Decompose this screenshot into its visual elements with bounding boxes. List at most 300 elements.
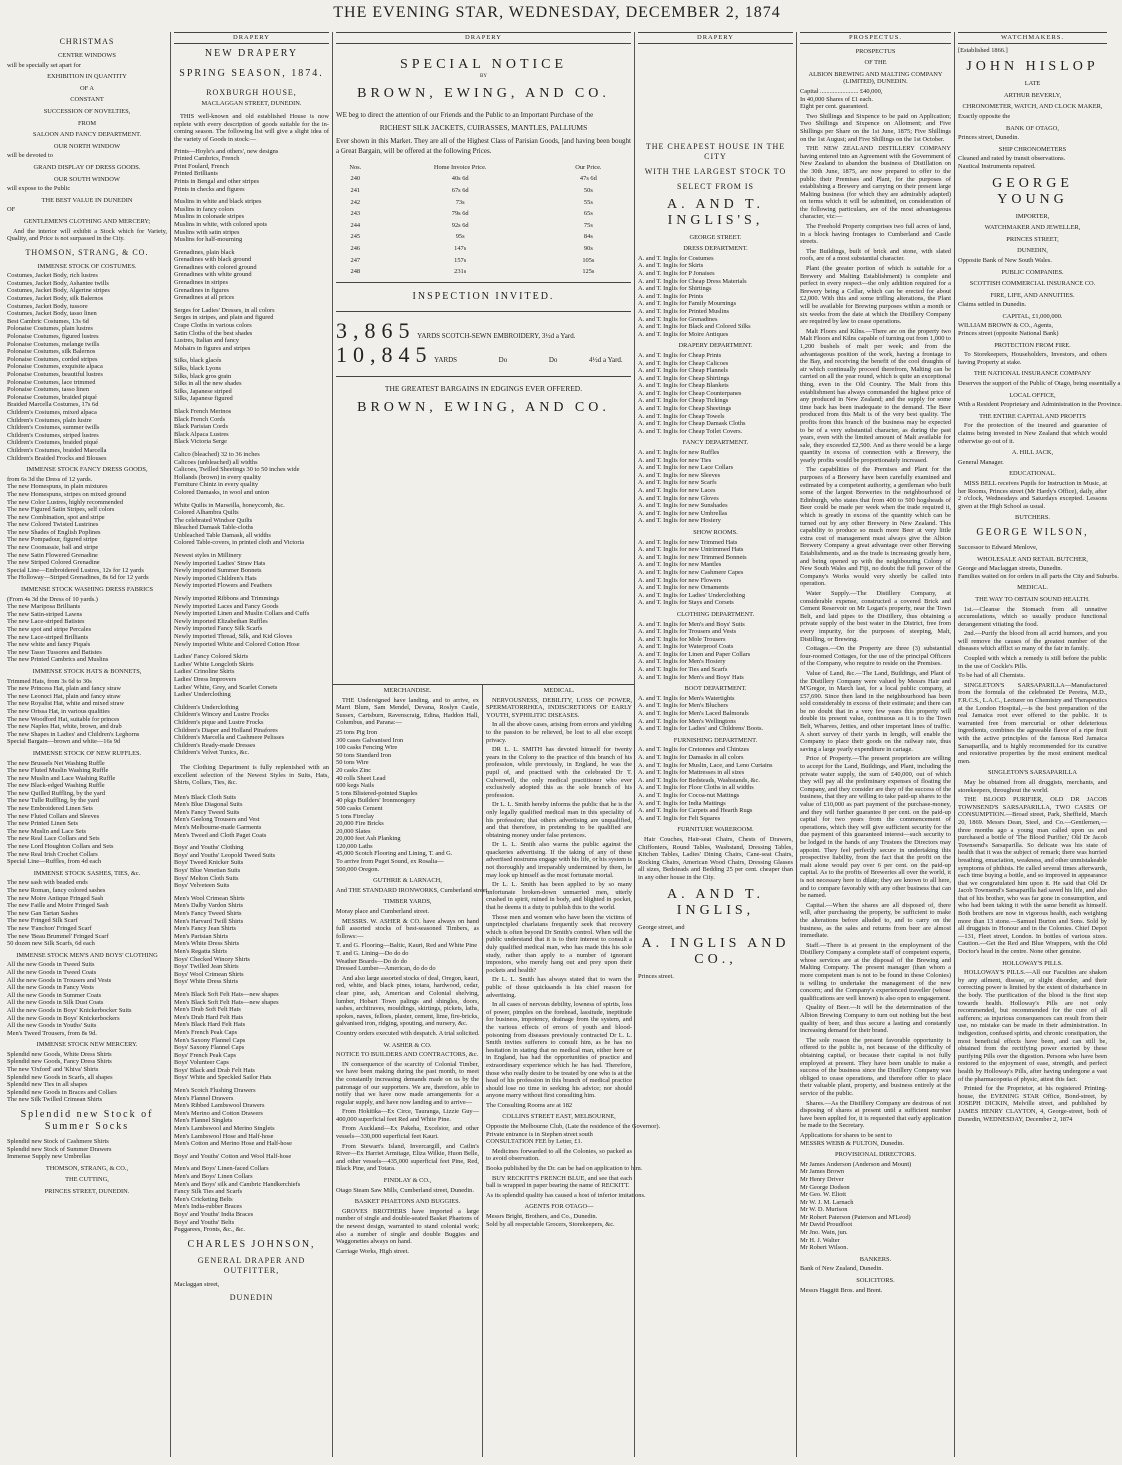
list-line: Nautical Instruments repaired. — [958, 162, 1036, 170]
list-line: Crape Cloths in various colors — [174, 322, 252, 330]
table-row — [336, 185, 631, 197]
list-line: Children's Costumes, mixed alpaca — [7, 408, 97, 416]
price-table — [336, 162, 631, 278]
paragraph: Printed for the Proprietor, at his registered Printing-house, the EVENING STAR Office, Bond-street, by JOSEPH DICKIN, Melville street, and published by JAMES HENRY CLAYTON, 4, George-street, both of Dunedin, WEDNESDAY, December 2, 1874 — [958, 1085, 1107, 1123]
list-line: OF — [7, 206, 16, 214]
table-row — [336, 255, 631, 267]
list-line: Mr James Brown — [800, 1168, 845, 1176]
section-heading: LATE — [1024, 80, 1041, 88]
list-line: Boys' Tweed Knicker Suits — [174, 859, 244, 867]
list-line: Children's Ready-made Dresses — [174, 741, 256, 749]
list-line: Polonaise Costumes, lace trimmed — [7, 378, 96, 386]
table-cell: 65s — [583, 210, 593, 218]
table-row — [336, 220, 631, 232]
list-line: will expose to the Public — [7, 185, 71, 193]
list-line: The new Pompadour, figured stripe — [7, 536, 98, 544]
list-line: A. and T. Inglis for Cheap Calicoes — [638, 359, 729, 367]
list-line: The new Printed Cambrics and Muslins — [7, 656, 109, 664]
section-heading: GUTHRIE & LARNACH, — [373, 877, 442, 885]
list-line: Ladies' White, Grey, and Scarlet Corsets — [174, 683, 278, 691]
list-line: The new 'Beau Brummel' Fringed Scarf — [7, 932, 109, 940]
list-line: Opposite the Melbourne Club, (Late the residence of the Governor). — [486, 1123, 661, 1131]
list-line: Men's Ribbed Lambswool Drawers — [174, 1102, 265, 1110]
list-line: 300 cases Galvanised Iron — [336, 736, 404, 744]
list-line: A. and T. Inglis for Family Mournings — [638, 300, 737, 308]
table-cell: 73s — [455, 198, 465, 206]
display-heading: SELECT FROM IS — [677, 181, 754, 191]
list-line: Ladies' Crinoline Skirts — [174, 668, 235, 676]
season-title: SPRING SEASON, 1874. — [179, 67, 324, 79]
paragraph: The capabilities of the Premises and Plant for the purposes of a Brewery have been carefully examined and estimated by a competent authority, a gentleman who built some of the largest Breweries in the neighbourhood of Edinburgh, who states that from 400 to 500 hogsheads of Beer could be made per week when the trade required it, which is greatly in excess of the quantity which can be turned out by any other Brewery in New Zealand. This capability to produce so much more Beer at very little extra cost of management must always give the Albion Brewery Company a great advantage over other Brewing Establishments, and as the trade is increasing greatly here, and being opened up with the neighbouring Colony of New South Wales and Fiji, no doubt the full power of the Company's Works would very shortly be called into operation. — [800, 466, 951, 588]
list-line: White Quilts in Marseilla, honeycomb, &c. — [174, 501, 285, 509]
display-heading: GENERAL DRAPER AND OUTFITTER, — [197, 1255, 306, 1275]
list-line: The new Figured Satin Stripes, self colors — [7, 506, 115, 514]
ditto-1: Do — [498, 355, 508, 364]
section-heading: BANKERS. — [859, 1255, 892, 1263]
section-heading: BASKET PHAETONS AND BUGGIES. — [354, 1198, 461, 1206]
table-cell: 92s 6d — [451, 221, 469, 229]
section-heading: DRAPERY DEPARTMENT. — [678, 342, 753, 350]
list-line: Costumes, Jacket Body, tussore — [7, 302, 88, 310]
firm-name-2: BROWN, EWING, AND CO. — [357, 400, 610, 416]
list-line: A. and T. Inglis for Waterproof Coats — [638, 643, 734, 651]
list-line: Men's Black Soft Felt Hats—new shapes — [174, 990, 279, 998]
list-line: [Established 1866.] — [958, 46, 1008, 54]
list-line: 600 kegs Nails — [336, 782, 374, 790]
list-line: Prints in checks and figures — [174, 185, 245, 193]
list-line: The new Orissa Hat, in various qualities — [7, 707, 110, 715]
list-line: The new Black-edged Washing Ruffle — [7, 782, 105, 790]
list-line: The new Satin-striped Lawns — [7, 610, 83, 618]
section-heading: SOLICITORS. — [856, 1277, 895, 1285]
paragraph: THE NEW ZEALAND DISTILLERY COMPANY having entered into an Agreement with the Government of New Zealand to abandon the business of Distillation on the 30th June, 1875, are now prepared to offer to the public their Premises and Plant, for the purposes of establishing a Brewery and carrying on their present large Malting business (for which they are admirably adapted) on terms which it will be submitted, on consideration of the following particulars, are of the most advantageous character, viz:— — [800, 145, 951, 221]
list-line: Children's Costumes, braided piqué — [7, 439, 98, 447]
list-line: A. and T. Inglis for new Sleeves — [638, 471, 721, 479]
list-line: 500,000 Oregon. — [336, 865, 380, 873]
list-line: The new Faille and Moire Fringed Sash — [7, 902, 109, 910]
table-cell: 84s — [583, 233, 593, 241]
paragraph: Cottages.—On the Property are three (3) substantial four-roomed Cottages, for the use of the principal Officers of the Company, who require to reside on the Premises. — [800, 645, 951, 668]
list-line: Messrs Haggitt Bros. and Brent. — [800, 1286, 883, 1294]
paragraph: In all the above cases, arising from errors and yielding to the passion to be relieved, be lost to all else except privacy. — [486, 721, 632, 744]
list-line: A. and T. Inglis for Grenadines — [638, 315, 718, 323]
list-line: Children's Costumes, braided Marcella — [7, 446, 107, 454]
notice-by: BY — [480, 73, 487, 79]
list-line: A. and T. Inglis for Mattresses in all sizes — [638, 769, 745, 777]
paragraph: The Clothing Department is fully replenished with an excellent selection of the Newest Styles in Suits, Hats, Shirts, Collars, Ties, &c. — [174, 763, 329, 787]
list-line: The new Woodford Hat, suitable for princes — [7, 715, 120, 723]
list-line: Newest styles in Millinery — [174, 552, 242, 560]
list-line: Black French Merinos — [174, 407, 232, 415]
paragraph: SINGLETON'S SARSAPARILLA—Manufactured from the formula of the celebrated Dr Pereira, M.D., F.R.C.S., L.A.C., Lecturer on Chemistry and Therapeutics at the London Hospital,—is the best preparation of the real Jamaica root ever offered to the public. It is warranted free from mercurial or other deleterious ingredients, combines the agreeable flavor of a ripe fruit with the active principles of the famous Red Jamaica Sarsaparilla, and is highly recommended for its curative and restorative properties by the most eminent medical men. — [958, 681, 1107, 765]
list-line: Men's Flannel Drawers — [174, 1094, 234, 1102]
section-heading: AGENTS FOR OTAGO— — [524, 1203, 594, 1211]
list-line: Mr Jno. Wain, jun. — [800, 1229, 848, 1237]
house-address: MACLAGGAN STREET, DUNEDIN. — [201, 99, 302, 107]
list-line: Muslins in white, with colored spots — [174, 220, 268, 228]
list-line: A. and T. Inglis for new Mantles — [638, 561, 722, 569]
list-line: Serges in stripes, and plain and figured — [174, 314, 274, 322]
list-line: 50 dozen new Silk Scarfs, 6d each — [7, 940, 95, 948]
table-row — [336, 266, 631, 278]
table-cell: 157s — [454, 256, 467, 264]
display-heading: GEORGE YOUNG — [992, 175, 1073, 207]
list-line: A. and T. Inglis for new Ties — [638, 456, 712, 464]
list-line: Men's French Peak Caps — [174, 1028, 238, 1036]
paragraph: The Buildings, built of brick and stone, with slated roofs, are of a most substantial character. — [800, 247, 951, 263]
list-line: 50 tons Wire — [336, 759, 369, 767]
section-heading: LOCAL OFFICE, — [1009, 391, 1056, 399]
section-heading: OUR NORTH WINDOW — [53, 142, 121, 150]
table-cell: 241 — [350, 186, 361, 194]
list-line: Furniture Chintz in every quality — [174, 481, 259, 489]
table-cell: 243 — [350, 210, 361, 218]
list-line: 20 casks Zinc — [336, 766, 372, 774]
list-line: Mr Robert Wilson. — [800, 1244, 849, 1252]
section-heading: COLLINS STREET EAST, MELBOURNE, — [502, 1113, 616, 1121]
list-line: The celebrated Windsor Quilts — [174, 516, 253, 524]
list-line: A. and T. Inglis for Cheap Prints — [638, 351, 722, 359]
list-line: Men's Scotch Flushing Drawers — [174, 1087, 256, 1095]
list-line: A. and T. Inglis for Men's Wellingtons — [638, 717, 736, 725]
paragraph: Capital.—When the shares are all disposed of, there will, after purchasing the property, be sufficient to make the alterations before alluded to, and to carry on the business, as the sales and returns from beer are almost immediate. — [800, 901, 951, 940]
paragraph: MESSRS. W. ASHER & CO. have always on hand full assorted stocks of best-seasoned Timbers, as follows:— — [336, 917, 479, 940]
list-line: Men's Cotton and Merino Hose and Half-hose — [174, 1140, 292, 1148]
list-line: The new Fluted Muslin Washing Ruffle — [7, 767, 109, 775]
list-line: Country orders executed with despatch. A trial solicited. — [336, 1029, 480, 1037]
table-cell: 247 — [350, 256, 361, 264]
list-line: The new Lord Houghton Collars and Sets — [7, 843, 114, 851]
list-line: Messrs Bright, Brothers, and Co., Dunedin. — [486, 1213, 598, 1220]
list-line: A. and T. Inglis for Damasks in all colors — [638, 754, 744, 761]
list-line: All the new Goods in Tweed Coats — [7, 968, 97, 976]
list-line: A. and T. Inglis for new Gloves — [638, 494, 719, 502]
list-line: Printed Cambrics, French — [174, 155, 240, 163]
list-line: Grenadines at all prices — [174, 294, 235, 302]
section-heading: ARTHUR BEVERLY, — [1003, 91, 1062, 99]
list-line: Weather Boards—Do do do — [336, 957, 408, 965]
list-line: Children's pique and Lustre Frocks — [174, 718, 264, 726]
table-cell: 244 — [350, 221, 361, 229]
list-line: Men's and Boys' silk and Cambric Handkerchiefs — [174, 1180, 301, 1188]
list-line: The new Mariposa Brilliants — [7, 603, 81, 611]
list-line: Newly imported Flowers and Feathers — [174, 582, 272, 590]
list-line: A. and T. Inglis for new Scarfs — [638, 479, 717, 487]
ditto-2: Do — [548, 355, 558, 364]
list-line: A. and T. Inglis for Men's Bluchers — [638, 702, 729, 710]
list-line: Boys' and Youths' India Braces — [174, 1210, 254, 1218]
list-line: Muslins in fancy colors — [174, 205, 235, 213]
table-cell: 105s — [582, 256, 595, 264]
paragraph: Water Supply.—The Distillery Company, at considerable expense, constructed a covered Brick and Cement Reservoir on Mr Logan's property, near the Town Belt, and laid pipes to the Distillery, thus obtaining a private supply of the best water in the District, free from every impurity, for the purposes of steeping, Malt, Distilling, or Brewing. — [800, 589, 951, 643]
list-line: Boys' Melton Cloth Suits — [174, 874, 239, 882]
list-line: T. and G. Lining—Do do do — [336, 950, 409, 957]
list-line: Silks, Japanese striped — [174, 387, 232, 395]
list-line: To arrive from Puget Sound, ex Rosalia— — [336, 858, 444, 866]
paragraph: 1st.—Cleanse the Stomach from all unnative accumulations, which so usually produce functional derangement vitiating the food. — [958, 605, 1107, 628]
list-line: A. and T. Inglis for new Laces — [638, 487, 716, 494]
list-line: Splendid new Goods in Braces and Collars — [7, 1088, 117, 1096]
list-line: Men's Regatta Shirts — [174, 947, 227, 955]
list-line: Serges for Ladies' Dresses, in all colors — [174, 306, 275, 314]
list-line: Men's Black Hard Felt Hats — [174, 1021, 246, 1029]
list-line: Boys' White Dress Shirts — [174, 978, 239, 986]
list-line: Black Victoria Serge — [174, 438, 227, 446]
list-line: Deserves the support of the Public of Otago, being essentially a — [958, 380, 1121, 388]
list-line: Mr W. D. Murison — [800, 1206, 848, 1214]
paragraph: Two Shillings and Sixpence to be paid on Application; Two Shillings and Sixpence on Allotment; and Five Shillings per Share on the 1st June, 1875; Five Shillings on the 1st August; and Five Shillings on the 1st October. — [800, 112, 951, 143]
display-heading: GEORGE WILSON, — [976, 526, 1089, 538]
section-heading: BUTCHERS. — [1015, 514, 1050, 522]
list-line: Polonaise Costumes, tasso linen — [7, 386, 90, 394]
list-line: The new Fringed Silk Scarf — [7, 917, 78, 925]
list-line: A. and T. Inglis for Men's and Boys' Suits — [638, 620, 745, 628]
list-line: Costumes, Jacket Body, tasso linen — [7, 310, 97, 318]
list-line: Mr David Proudfoot — [800, 1221, 853, 1229]
list-line: Men's Melbourne-made Garments — [174, 824, 262, 832]
list-line: Cleaned and rated by transit observations. — [958, 155, 1066, 163]
list-line: Colored Damasks, in wool and union — [174, 488, 270, 496]
list-line: The new Striped Colored Grenadine — [7, 559, 100, 567]
list-line: Newly imported Fancy Silk Scarfs — [174, 625, 263, 633]
list-line: Children's Costumes, summer twills — [7, 424, 100, 432]
table-cell: 147s — [454, 244, 467, 252]
table-cell: 55s — [583, 198, 593, 206]
column-4-inglis — [634, 32, 796, 1457]
list-line: Polonaise Costumes, braided piqué — [7, 393, 97, 401]
table-cell: 242 — [350, 198, 361, 206]
house-name: ROXBURGH HOUSE, — [206, 87, 297, 97]
list-line: A. and T. Inglis for Cheap Tickings — [638, 397, 729, 405]
list-line: A. and T. Inglis for Men's Watertights — [638, 694, 735, 702]
list-line: The new Printed Linen Sets — [7, 820, 78, 828]
section-heading: DUNEDIN, — [1017, 247, 1048, 255]
list-line: Best Cambric Costumes, 13s 6d — [7, 317, 89, 325]
list-line: A. and T. Inglis for Moire Antiques — [638, 330, 729, 338]
merchandise-column — [333, 685, 489, 1457]
list-line: Men's and Boys' Linen-faced Collars — [174, 1165, 269, 1173]
table-cell: 75s — [583, 221, 593, 229]
list-line: As its splendid quality has caused a host of inferior imitations. — [486, 1191, 646, 1199]
list-line: Grenadines with black ground — [174, 256, 252, 264]
column-header: DRAPERY — [174, 32, 329, 44]
table-row — [336, 197, 631, 209]
display-heading: CHARLES JOHNSON, — [187, 1238, 316, 1250]
list-line: A. and T. Inglis for Cheap Damask Cloths — [638, 420, 746, 428]
list-line: The new Royalist Hat, white and mixed straw — [7, 700, 125, 708]
list-line: Mr James Anderson (Anderson and Mount) — [800, 1160, 912, 1168]
list-line: A. and T. Inglis for new Sunshades — [638, 502, 728, 510]
list-line: Polonaise Costumes, beautiful lustres — [7, 371, 103, 378]
list-line: A. and T. Inglis for Prints — [638, 292, 704, 300]
list-line: Mr Henry Driver — [800, 1175, 844, 1183]
display-heading: DUNEDIN — [229, 1293, 274, 1303]
paragraph: 2nd.—Purify the blood from all acrid humors, and you will remove the causes of the greatest number of the diseases which afflict so many of the fair in family. — [958, 630, 1107, 653]
list-line: All the new Goods in Trousers and Vests — [7, 976, 112, 984]
list-line: Polonaise Costumes, silk Balernos — [7, 348, 96, 356]
list-line: Ladies' White Longcloth Skirts — [174, 660, 254, 668]
list-line: Men's Lambswool and Merino Singlets — [174, 1125, 275, 1133]
list-line: A. and T. Inglis for P Jonaises — [638, 269, 715, 277]
list-line: Maclaggan street, — [174, 1280, 220, 1288]
paragraph: BUY RECKITT'S FRENCH BLUE, and see that each ball is wrapped in paper bearing the name of RECKITT. — [486, 1174, 632, 1190]
list-line: All the new Goods in Summer Coats — [7, 991, 102, 999]
list-line: Polonaise Costumes, plain lustres — [7, 325, 93, 333]
section-heading: FIRE, LIFE, AND ANNUITIES. — [990, 291, 1075, 299]
list-line: Private entrance is in Stephen street south — [486, 1130, 593, 1138]
list-line: A. and T. Inglis for Carpets and Hearth Rugs — [638, 807, 753, 815]
list-line: A. and T. Inglis for new Flowers — [638, 576, 722, 584]
list-line: Special Bargain—brown and white—16s 9d — [7, 738, 121, 746]
section-heading: OF THE — [864, 59, 887, 67]
list-line: Men's Flannel Singlets — [174, 1117, 233, 1125]
list-line: Grenadines in stripes — [174, 279, 228, 287]
list-line: Men's India-rubber Braces — [174, 1203, 242, 1211]
section-heading: FROM — [77, 119, 97, 127]
table-cell: 67s 6d — [451, 186, 469, 194]
embroidery-offer-1 — [336, 317, 631, 343]
list-line: Children's Diaper and Holland Pinafores — [174, 726, 278, 734]
notice-goods: RICHEST SILK JACKETS, CUIRASSES, MANTLES, PALLIUMS — [379, 123, 588, 133]
masthead: THE EVENING STAR, WEDNESDAY, DECEMBER 2, 1874 — [333, 4, 781, 21]
list-line: Newly imported Ribbons and Trimmings — [174, 595, 280, 603]
paragraph: Dr L. L. Smith hereby informs the public that he is the only legally qualified medical man in this speciality of his profession; that others advertising are unqualified, and that therefore, in pretending to be qualified are obtaining money under false pretences. — [486, 801, 632, 839]
list-line: All the new Goods in Boys' Knickerbocker Suits — [7, 1006, 132, 1014]
list-line: Claims settled in Dunedin. — [958, 301, 1027, 309]
section-heading: CONSTANT — [70, 96, 104, 104]
list-line: A. and T. Inglis for Ladies' and Childrens' Boots. — [638, 725, 764, 733]
list-line: The new Leonoci Hat, plain and fancy straw — [7, 692, 121, 700]
list-line: A. and T. Inglis for Cheap Toilet Covers. — [638, 427, 743, 435]
list-line: 5 tons Blistered-pointed Staples — [336, 789, 418, 797]
paragraph: The sole reason the present favorable opportunity is offered to the public is, not because of the difficulty of obtaining capital, or because their capital is not fully employed at present. They have been unable to make a success of the business since the Distillery Company was obliged to cease operations, and therefore offer to place their valuable plant, property, and business entirely at the service of the public. — [800, 1036, 951, 1097]
section-heading: EXHIBITION IN QUANTITY — [47, 73, 127, 81]
paragraph: THE Undersigned have landing, and to arrive, ex Marri Blum, Sam Mendel, Devana, Roslyn Castle, Sussex, Cartsburn, Ravenscraig, Edina, Haddon Hall, Columbus, and Parana:— — [336, 696, 479, 727]
list-line: All the new Goods in Tweed Suits — [7, 961, 95, 969]
table-cell: 95s — [455, 233, 465, 241]
list-line: Costumes, Jacket Body, Algerine stripes — [7, 287, 110, 295]
list-line: Men's Tweed and Cloth Paget Coats — [174, 831, 267, 839]
list-line: Boys' and Youths' Cotton and Wool Half-hose — [174, 1152, 292, 1160]
list-line: A. and T. Inglis for new Ornaments — [638, 584, 729, 592]
paragraph: Those men and women who have been the victims of unprincipled charlatans frequently seek that recovery which is often beyond Dr Smith's control. When will the public understand that it is to their interest to consult a duly qualified medical man, who has made this his sole study, rather than apply to a number of ignorant impostors, who merely hang out and prey upon their pockets and health? — [486, 913, 632, 974]
embroidery-qty-2: 10,845 — [336, 341, 433, 367]
list-line: Muslins in colonade stripes — [174, 213, 245, 221]
list-line: The new Real Lace Collars and Sets — [7, 835, 100, 843]
list-line: Muslins for half-mourning — [174, 236, 243, 244]
list-line: Children's Marcella and Cashmere Pelisses — [174, 734, 285, 742]
list-line: The new white and fancy Piqués — [7, 641, 91, 649]
list-line: T. and G. Flooring—Baltic, Kauri, Red and White Pine — [336, 942, 478, 950]
list-line: Boys' White and Speckled Sailor Hats — [174, 1074, 272, 1082]
list-line: A. and T. Inglis for Shirtings — [638, 285, 712, 293]
table-row — [336, 173, 631, 185]
list-line: The Consulting Rooms are at 182 — [486, 1101, 573, 1109]
list-line: Braided Marcella Costumes, 17s 6d — [7, 401, 99, 409]
section-heading: OUR SOUTH WINDOW — [54, 175, 120, 183]
display-heading: THE CHEAPEST HOUSE IN THE CITY — [645, 141, 786, 161]
list-line: A. and T. Inglis for Stays and Corsets — [638, 599, 734, 607]
column-6-watchmakers — [954, 32, 1122, 1457]
list-line: A. and T. Inglis for Men's Hosiery — [638, 658, 726, 666]
list-line: A. and T. Inglis for Black and Colored Silks — [638, 323, 751, 331]
merchandise-header: MERCHANDISE. — [383, 687, 432, 694]
list-line: The new Homespuns, stripes on mixed ground — [7, 490, 127, 498]
section-heading: IMMENSE STOCK HATS & BONNETS, — [32, 667, 142, 675]
list-line: Boys' and Youths' Leopold Tweed Suits — [174, 851, 276, 859]
list-line: Splendid new Goods in Scarfs, all shapes — [7, 1073, 113, 1081]
table-cell: 231s — [454, 268, 467, 276]
embroidery-offer-2 — [336, 341, 631, 367]
paragraph: To Storekeepers, Householders, Investors, and others having Property at stake. — [958, 351, 1107, 366]
table-row — [336, 231, 631, 243]
list-line: Boys' Twilled Jean Shirts — [174, 963, 239, 971]
section-heading: GENTLEMEN'S CLOTHING AND MERCERY; — [23, 217, 151, 225]
list-line: Costumes, Jacket Body, Ashantee twills — [7, 279, 109, 287]
section-heading: A. HILL JACK, — [1011, 449, 1054, 457]
section-heading: THOMSON, STRANG, & CO., — [45, 1164, 129, 1172]
section-heading: CLOTHING DEPARTMENT. — [676, 610, 755, 618]
section-heading: IMMENSE STOCK OF NEW RUFFLES. — [32, 749, 142, 757]
list-line: Applications for shares to be sent to — [800, 1131, 892, 1139]
list-line: Men's Fancy Tweed Suits — [174, 808, 240, 816]
table-header-cell: Our Price. — [575, 163, 602, 171]
list-line: Boys' Velveteen Suits — [174, 882, 230, 890]
inspection-invited: INSPECTION INVITED. — [412, 290, 555, 302]
list-line: Bank of New Zealand, Dunedin. — [800, 1265, 884, 1273]
section-heading: W. ASHER & CO. — [383, 1041, 432, 1049]
list-line: All the new Goods in Silk Dust Coats — [7, 999, 104, 1007]
column-header: WATCHMAKERS. — [958, 32, 1107, 44]
list-line: Calico (bleached) 32 to 36 inches — [174, 450, 260, 458]
list-line: 50 tons Standard Iron — [336, 751, 392, 759]
list-line: Men's and Boys' Linen Collars — [174, 1173, 253, 1180]
section-heading: SALOON AND FANCY DEPARTMENT. — [32, 131, 142, 139]
paragraph: And also large assorted stocks of deal, Oregon, kauri, red, white, and black pines, totara, hardwood, cedar, clear pine, ash, American and Colonial shelving, lumber, Hobart Town palings and shingles, doors, sashes, architraves, mouldings, skirtings, pickets, laths, spokes, naves, felloes, plaster, cement, lime, fire-bricks, galvanised iron, ridging, spouting, and nursery, &c. — [336, 974, 479, 1028]
section-heading: BANK OF OTAGO, — [1006, 124, 1059, 132]
list-line: The new Coomassie, ball and stripe — [7, 544, 99, 552]
list-line: Boys' and Youths' Belts — [174, 1218, 235, 1226]
list-line: Splendid new Stock of Summer Drawers — [7, 1145, 112, 1153]
list-line: Men's Wool Crimean Shirts — [174, 894, 245, 902]
list-line: Boys' and Youths' Clothing — [174, 844, 244, 852]
paragraph: In all cases of nervous debility, lowness of spirits, loss of power, pimples on the forehead, lassitude, ineptitude for business, impotency, drainage from the system, and the various effects of errors of youth and blood-poisoning from diseases previously contracted Dr L. L. Smith invites sufferers to consult him, as he has no hesitation in stating that no medical man, either here or in England, has had the opportunities of practice and extraordinary experience which he has had. Therefore, those who really desire to be treated by one who is at the head of his profession in this branch of medical practice should lose no time in seeking his advice; nor should anyone marry without first consulting him. — [486, 1001, 632, 1100]
list-line: Men's Fancy Tweed Shirts — [174, 910, 242, 917]
list-line: Successor to Edward Menlove, — [958, 543, 1038, 551]
list-line: A. and T. Inglis for Cheap Towels — [638, 412, 725, 420]
paragraph: DR L. L. SMITH has devoted himself for twenty years in the Colony to the practice of this branch of his profession, while previously, in England, he was the pupil of, and practised with the celebrated Dr T. Culverwell, the only medical practitioner who ever exclusively adopted this as the sole branch of his profession. — [486, 746, 632, 799]
list-line: Dressed Lumber—American, do do do — [336, 965, 436, 973]
list-line: 20,000 feet Ash Planking — [336, 835, 401, 843]
paragraph: MISS BELL receives Pupils for Instruction in Music, at her Rooms, Princes street (Mr Hardy's Office), daily, after 2 o'clock, Wednesdays and Saturdays excepted. Lessons given at the High School as usual. — [958, 479, 1107, 510]
section-heading: SINGLETON'S SARSAPARILLA — [987, 769, 1078, 777]
list-line: Men's Dalby Vardon Shirts — [174, 902, 244, 910]
list-line: A. and T. Inglis for Cretonnes and Chintzes — [638, 746, 750, 754]
section-heading: GEORGE STREET. — [689, 233, 742, 241]
list-line: 45,000 Scotch Flooring and Lining, T. and G. — [336, 850, 453, 858]
list-line: The new Silk Twilled Crimean Shirts — [7, 1096, 103, 1104]
list-line: Boys' Volunteer Caps — [174, 1059, 229, 1067]
section-heading: FINDLAY & CO., — [383, 1177, 432, 1185]
section-heading: FANCY DEPARTMENT. — [682, 439, 749, 447]
list-line: Black French Cords — [174, 415, 226, 423]
list-line: The new 'Oxford' and 'Khiva' Shirts — [7, 1066, 99, 1074]
list-line: Boys' Saxony Flannel Caps — [174, 1044, 245, 1052]
list-line: Polonaise Costumes, corded stripes — [7, 355, 98, 363]
notice-intro: WE beg to direct the attention of our Friends and the Public to an Important Purchase of the — [336, 111, 594, 120]
display-heading: JOHN HISLOP — [966, 59, 1099, 75]
list-line: The new Moire Antique Fringed Sash — [7, 894, 104, 902]
